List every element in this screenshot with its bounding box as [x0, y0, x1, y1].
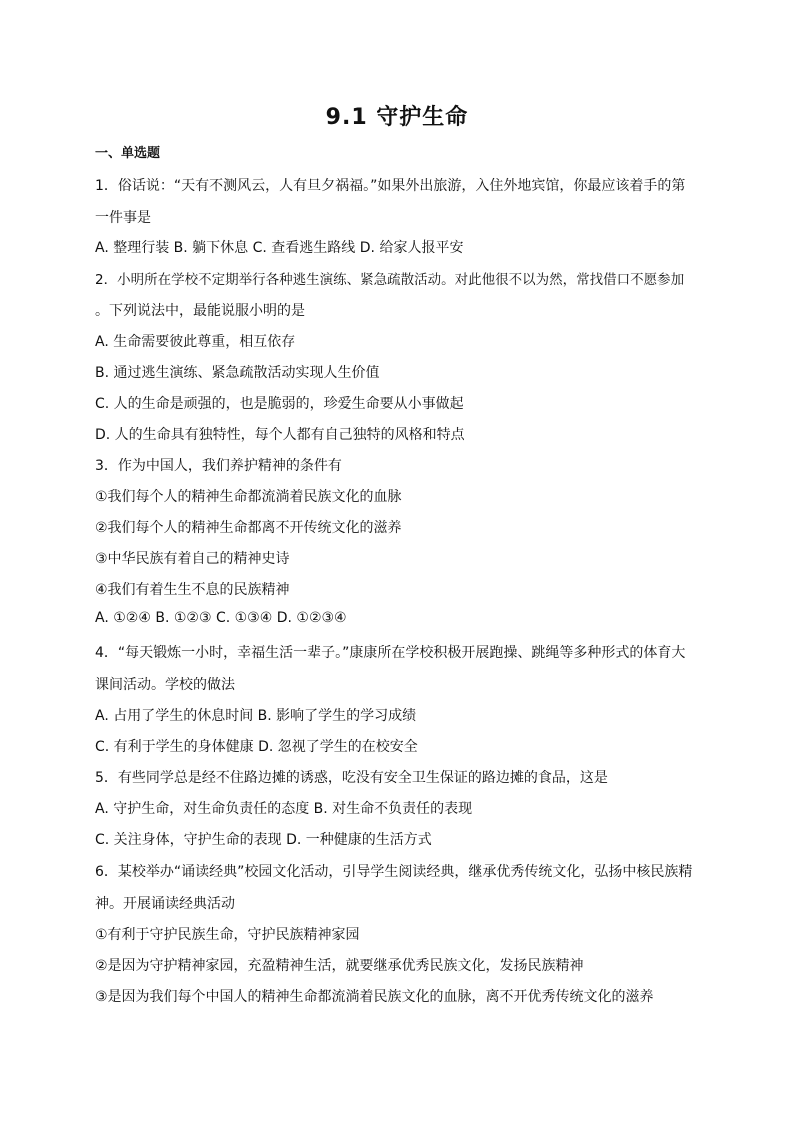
question-2-option-d: D. 人的生命具有独特性，每个人都有自己独特的风格和特点	[95, 427, 465, 443]
question-6-item-1: ①有利于守护民族生命，守护民族精神家园	[95, 927, 360, 943]
section-heading: 一、单选题	[95, 146, 161, 161]
question-2-option-a: A. 生命需要彼此尊重，相互依存	[95, 334, 296, 350]
question-6-item-2: ②是因为守护精神家园，充盈精神生活，就要继承优秀民族文化，发扬民族精神	[95, 958, 584, 974]
question-1-stem: 1．俗话说：“天有不测风云，人有旦夕祸福。”如果外出旅游，入住外地宾馆，你最应该着手的第	[95, 178, 686, 194]
question-4-stem-cont: 课间活动。学校的做法	[95, 677, 235, 693]
question-2-stem-cont: 。下列说法中，最能说服小明的是	[95, 303, 305, 319]
question-3-item-1: ①我们每个人的精神生命都流淌着民族文化的血脉	[95, 489, 402, 505]
question-3-options: A. ①②④ B. ①②③ C. ①③④ D. ①②③④	[95, 610, 347, 626]
question-2-option-c: C. 人的生命是顽强的，也是脆弱的，珍爱生命要从小事做起	[95, 396, 464, 412]
question-4-stem: 4．“每天锻炼一小时，幸福生活一辈子。”康康所在学校积极开展跑操、跳绳等多种形式的体育大	[95, 645, 686, 661]
question-5-options-ab: A. 守护生命，对生命负责任的态度 B. 对生命不负责任的表现	[95, 801, 473, 817]
question-3-stem: 3．作为中国人，我们养护精神的条件有	[95, 458, 342, 474]
question-1-options: A. 整理行装 B. 躺下休息 C. 查看逃生路线 D. 给家人报平安	[95, 240, 464, 256]
question-2-stem: 2．小明所在学校不定期举行各种逃生演练、紧急疏散活动。对此他很不以为然，常找借口不愿参加	[95, 272, 685, 288]
question-4-options-cd: C. 有利于学生的身体健康 D. 忽视了学生的在校安全	[95, 739, 418, 755]
question-5-options-cd: C. 关注身体，守护生命的表现 D. 一种健康的生活方式	[95, 832, 432, 848]
question-4-options-ab: A. 占用了学生的休息时间 B. 影响了学生的学习成绩	[95, 708, 417, 724]
question-6-stem-cont: 神。开展诵读经典活动	[95, 896, 235, 912]
question-3-item-3: ③中华民族有着自己的精神史诗	[95, 551, 290, 567]
question-1-stem-cont: 一件事是	[95, 210, 151, 226]
question-3-item-2: ②我们每个人的精神生命都离不开传统文化的滋养	[95, 520, 402, 536]
page-title: 9.1 守护生命	[325, 105, 469, 130]
question-2-option-b: B. 通过逃生演练、紧急疏散活动实现人生价值	[95, 365, 380, 381]
question-5-stem: 5．有些同学总是经不住路边摊的诱惑，吃没有安全卫生保证的路边摊的食品，这是	[95, 770, 608, 786]
question-6-stem: 6．某校举办“诵读经典”校园文化活动，引导学生阅读经典，继承优秀传统文化，弘扬中核民族精	[95, 864, 693, 880]
question-3-item-4: ④我们有着生生不息的民族精神	[95, 582, 290, 598]
question-6-item-3: ③是因为我们每个中国人的精神生命都流淌着民族文化的血脉，离不开优秀传统文化的滋养	[95, 989, 654, 1005]
